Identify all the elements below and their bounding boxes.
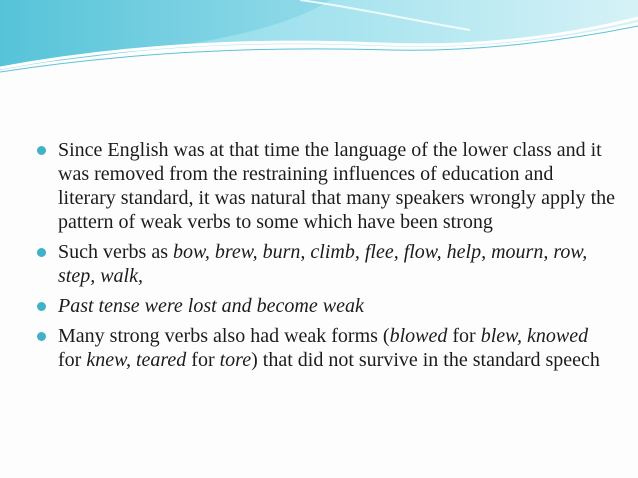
bullet-dot-icon (37, 332, 46, 341)
header-wave-decoration (0, 0, 638, 90)
slide-body (36, 138, 616, 378)
bullet-text-segment: Past tense were lost and become weak (58, 295, 364, 317)
bullet-dot-icon (37, 146, 46, 155)
bullet-text-segment: blew, (480, 325, 522, 347)
bullet-item (36, 294, 616, 318)
bullet-dot-icon (37, 302, 46, 311)
bullet-item (36, 138, 616, 234)
bullet-text-segment: bow, brew, burn, climb, flee, flow, help, mourn, row, step, walk, (58, 241, 588, 287)
bullet-text-segment: Such verbs as (58, 241, 173, 263)
bullet-text-segment: knew, teared (86, 349, 187, 371)
bullet-text-segment: for (186, 349, 220, 371)
bullet-list (36, 138, 616, 372)
bullet-text-segment: knowed (527, 325, 589, 347)
bullet-text-segment: tore (219, 349, 252, 371)
bullet-item (36, 324, 616, 372)
bullet-text-segment: blowed (389, 325, 448, 347)
bullet-text-segment: for (58, 349, 87, 371)
bullet-text-segment: ) that did not survive in the standard speech (251, 349, 600, 371)
bullet-dot-icon (37, 248, 46, 257)
bullet-text-segment: Since English was at that time the language of the lower class and it was removed from the restraining influences of education and literary standard, it was natural that many speakers wrongly apply the pattern of weak verbs to some which have been strong (58, 139, 616, 233)
bullet-item (36, 240, 616, 288)
bullet-text-segment: for (447, 325, 481, 347)
bullet-text-segment: Many strong verbs also had weak forms ( (58, 325, 390, 347)
